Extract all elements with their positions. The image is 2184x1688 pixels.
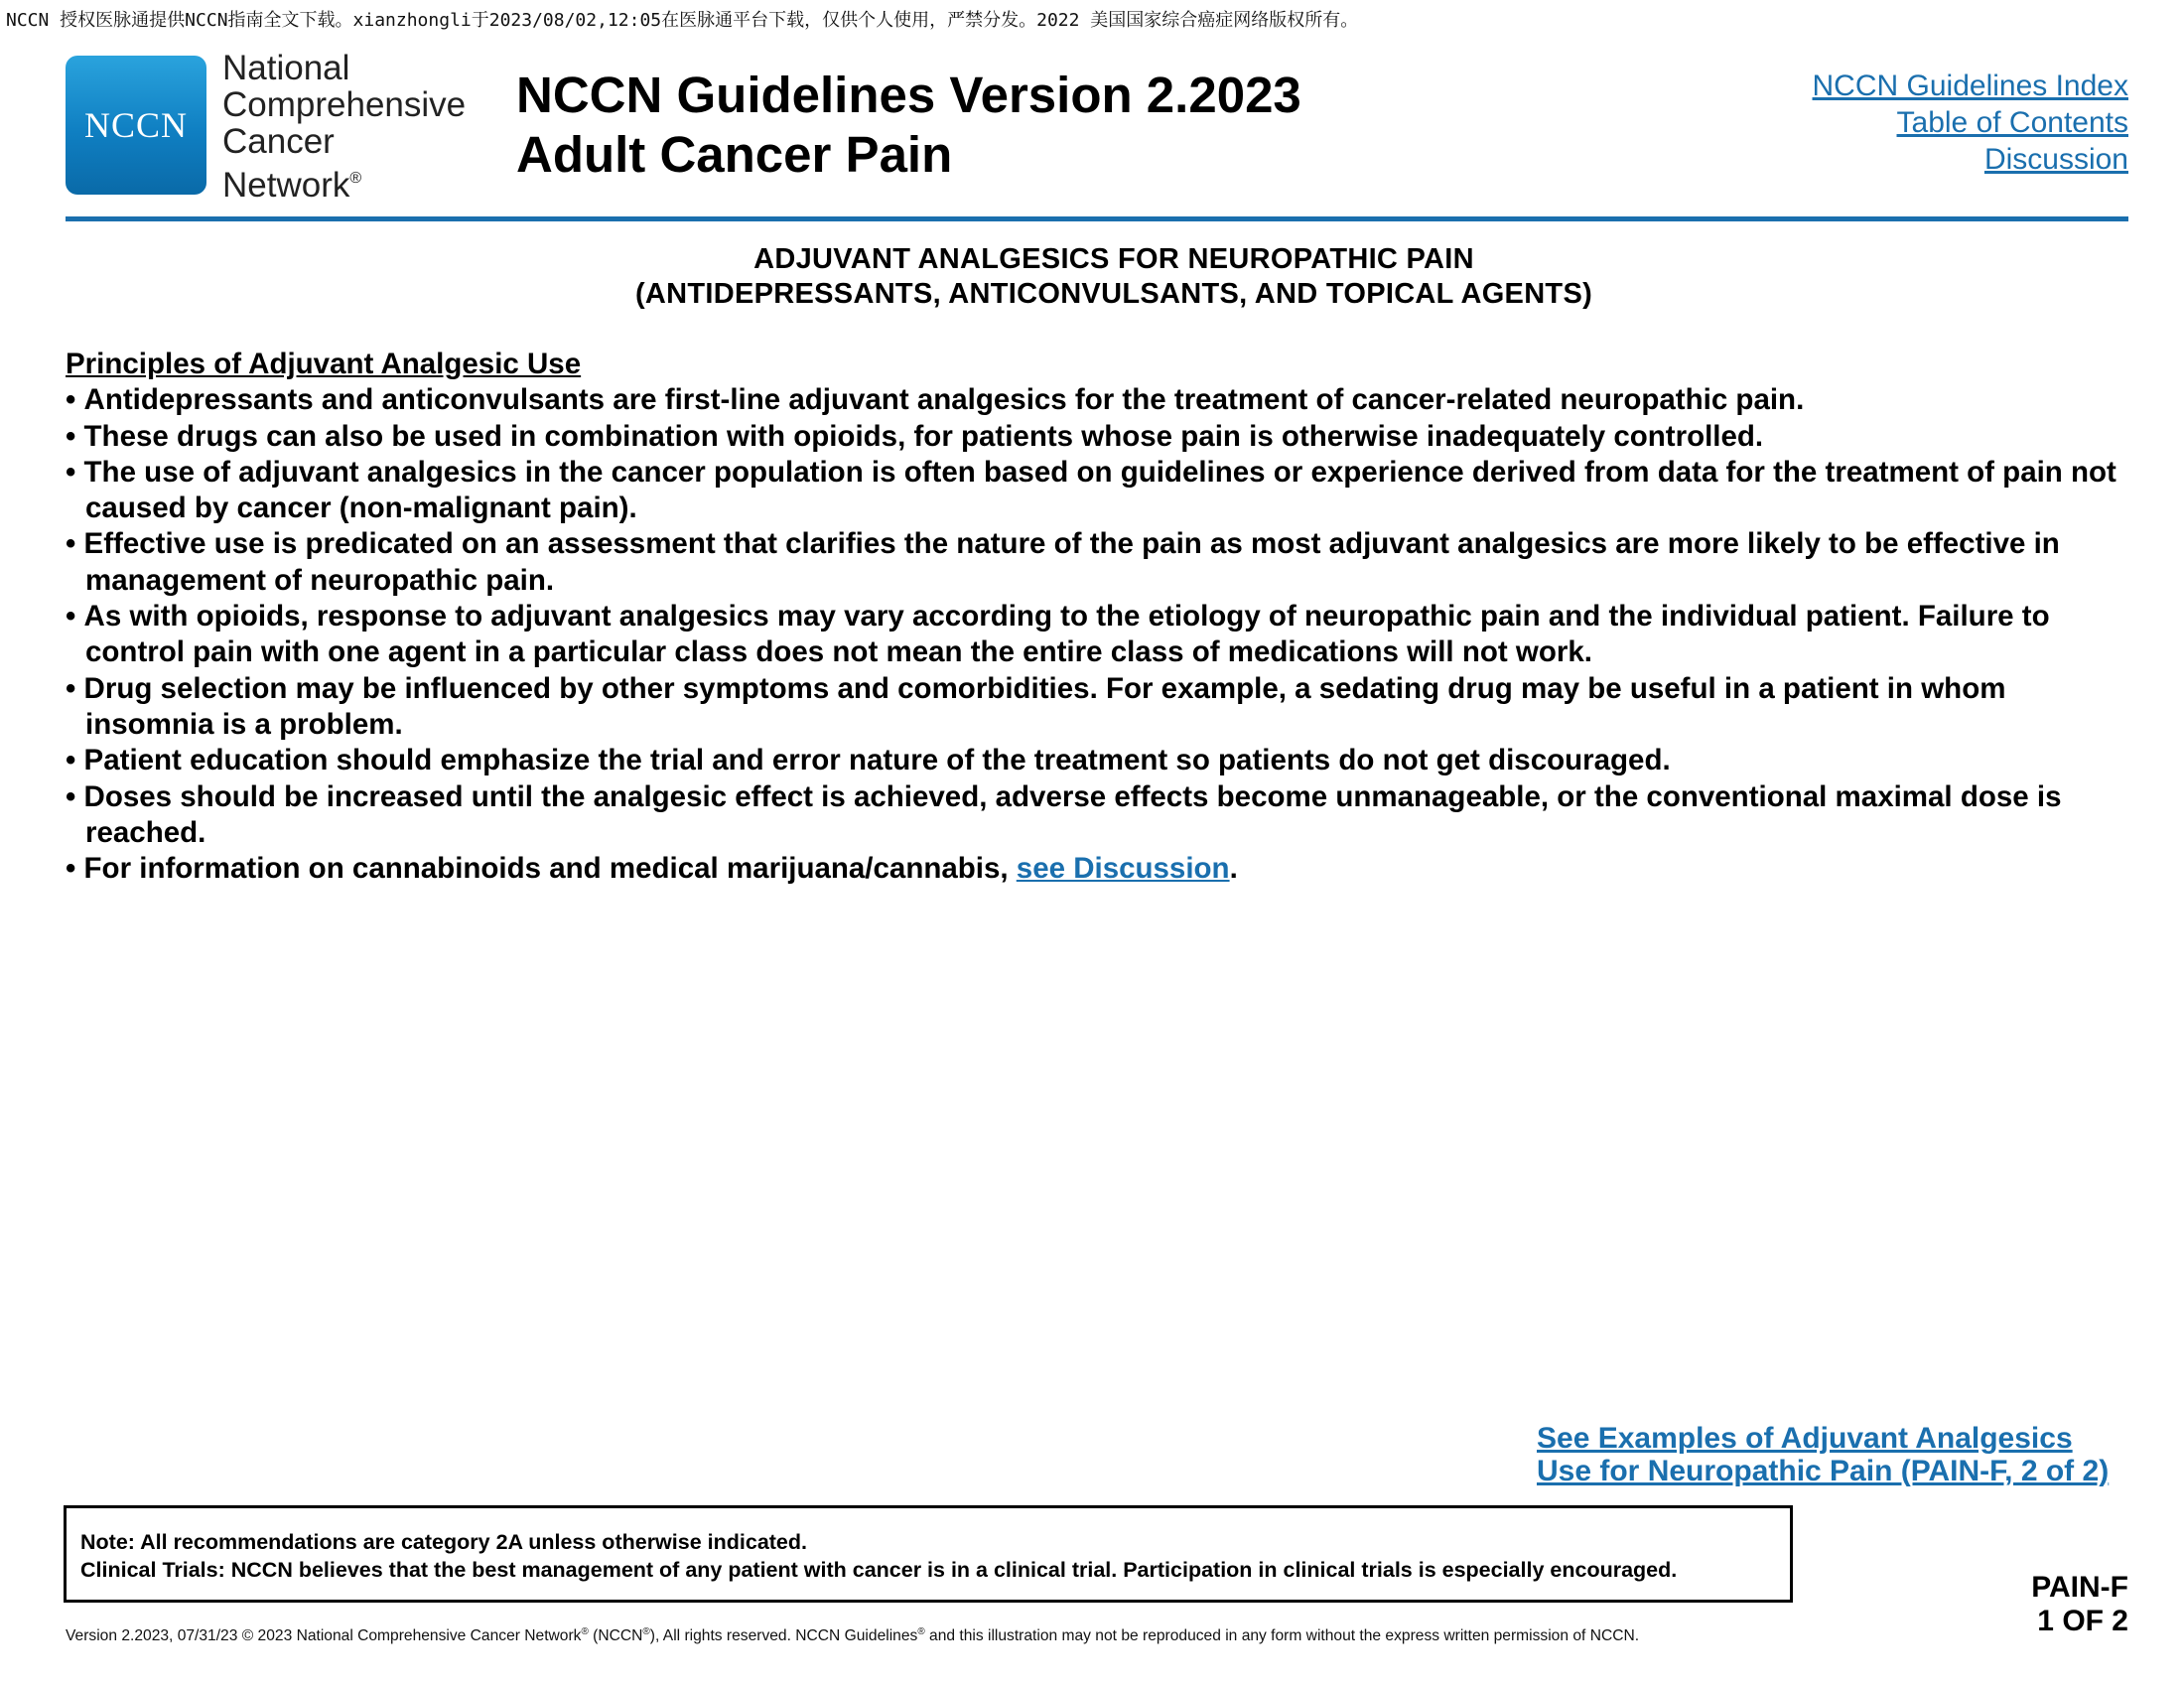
page-code-id: PAIN-F	[2031, 1571, 2128, 1604]
copyright-footer: Version 2.2023, 07/31/23 © 2023 National Comprehensive Cancer Network® (NCCN®), All rights reserved. NCCN Guidelines® and this illustration may not be reproduced in any form without the express written permission of NCCN.	[66, 1626, 1640, 1645]
list-item: • These drugs can also be used in combination with opioids, for patients whose pain is otherwise inadequately controlled.	[66, 419, 2130, 455]
section-title-line: ADJUVANT ANALGESICS FOR NEUROPATHIC PAIN	[753, 243, 1474, 275]
list-item: • As with opioids, response to adjuvant analgesics may vary according to the etiology of neuropathic pain and the individual patient. Failure to control pain with one agent in a particular class does not mean the entire class of medications will not work.	[66, 599, 2130, 671]
clinical-trials-note: Clinical Trials: NCCN believes that the best management of any patient with cancer is in a clinical trial. Participation in clinical trials is especially encouraged.	[80, 1558, 1678, 1582]
organization-name	[222, 50, 466, 204]
registered-mark: ®	[349, 170, 362, 187]
nccn-logo	[66, 56, 206, 195]
principles-list	[66, 382, 2130, 887]
principles-section	[66, 347, 2130, 887]
org-name-line: National	[222, 49, 350, 87]
section-subtitle-line: (ANTIDEPRESSANTS, ANTICONVULSANTS, AND TOPICAL AGENTS)	[634, 278, 1593, 310]
page-code	[2031, 1571, 2128, 1638]
org-name-line: Cancer	[222, 122, 335, 161]
guideline-topic-title: Adult Cancer Pain	[516, 126, 953, 183]
page-title	[516, 66, 1301, 185]
guidelines-version-title: NCCN Guidelines Version 2.2023	[516, 67, 1301, 123]
list-item: • Doses should be increased until the analgesic effect is achieved, adverse effects become unmanageable, or the conventional maximal dose is reached.	[66, 779, 2130, 852]
category-note: Note: All recommendations are category 2A unless otherwise indicated.	[80, 1530, 807, 1554]
table-of-contents-link[interactable]: Table of Contents	[1896, 106, 2128, 139]
list-item: • Antidepressants and anticonvulsants are first-line adjuvant analgesics for the treatment of cancer-related neuropathic pain.	[66, 382, 2130, 418]
principles-heading: Principles of Adjuvant Analgesic Use	[66, 348, 582, 380]
header-divider	[66, 216, 2128, 221]
section-title	[0, 242, 2184, 312]
list-item	[66, 851, 2130, 887]
period-text: .	[1229, 852, 1238, 886]
logo-mark-text: NCCN	[83, 105, 189, 145]
discussion-link[interactable]: Discussion	[1983, 143, 2128, 176]
examples-link	[1537, 1422, 2109, 1487]
list-item: • Effective use is predicated on an assessment that clarifies the nature of the pain as most adjuvant analgesics are more likely to be effective in management of neuropathic pain.	[66, 526, 2130, 599]
examples-link-line[interactable]: See Examples of Adjuvant Analgesics	[1537, 1422, 2073, 1455]
guidelines-index-link[interactable]: NCCN Guidelines Index	[1812, 70, 2128, 102]
header-nav-links	[1813, 68, 2128, 178]
org-name-line: Network®	[222, 166, 362, 205]
page-number: 1 OF 2	[2037, 1605, 2128, 1637]
examples-link-line[interactable]: Use for Neuropathic Pain (PAIN-F, 2 of 2)	[1537, 1455, 2110, 1487]
note-box	[64, 1505, 1793, 1603]
download-watermark: NCCN 授权医脉通提供NCCN指南全文下载。xianzhongli于2023/08/02,12:05在医脉通平台下载，仅供个人使用，严禁分发。2022 美国国家综合癌症网络版权所有。	[6, 10, 1359, 31]
see-discussion-link[interactable]: see Discussion	[1016, 852, 1230, 886]
list-item: • Patient education should emphasize the trial and error nature of the treatment so patients do not get discouraged.	[66, 743, 2130, 778]
cannabis-info-text: For information on cannabinoids and medical marijuana/cannabis,	[83, 852, 1017, 886]
org-name-line: Comprehensive	[222, 85, 467, 124]
list-item: • The use of adjuvant analgesics in the cancer population is often based on guidelines or experience derived from data for the treatment of pain not caused by cancer (non-malignant pain).	[66, 455, 2130, 527]
list-item: • Drug selection may be influenced by other symptoms and comorbidities. For example, a sedating drug may be useful in a patient in whom insomnia is a problem.	[66, 671, 2130, 744]
